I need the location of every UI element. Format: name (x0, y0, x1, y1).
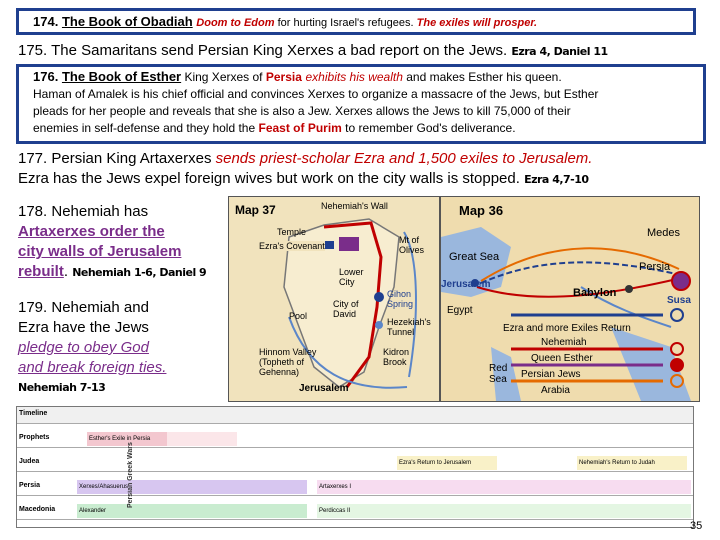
item-178-l4: rebuilt (18, 263, 64, 280)
map-36-ezra: Ezra and more Exiles Return (503, 323, 631, 334)
susa-marker (672, 272, 690, 290)
item-176-line4 (33, 121, 516, 135)
timeline-row-label: Judea (19, 458, 40, 465)
timeline-cell: Esther's Exile in Persia (87, 432, 167, 446)
map-37-hinnom: Hinnom Valley (Topheth of Gehenna) (259, 347, 317, 377)
timeline-cell: Ezra's Return to Jerusalem (397, 456, 497, 470)
covenant-marker (325, 241, 334, 249)
map-37-hezekiah: Hezekiah's Tunnel (387, 317, 431, 337)
timeline-vertical-label: Persian Greek Wars (127, 442, 134, 508)
item-174-mid: for hurting Israel's refugees. (274, 17, 417, 29)
item-179-l3: pledge to obey God (18, 339, 149, 356)
map-37-covenant: Ezra's Covenant (259, 241, 325, 251)
map-36-jerusalem: Jerusalem (441, 279, 491, 290)
item-178 (18, 202, 228, 283)
timeline-row-label: Timeline (19, 410, 48, 417)
timeline-cell: Perdiccas II (317, 504, 691, 518)
map-37-jerusalem: Jerusalem (299, 383, 349, 394)
item-178-l2: Artaxerxes order the (18, 223, 165, 240)
item-176-num: 176. (33, 69, 59, 84)
item-174-box (16, 8, 696, 35)
map-36-egypt: Egypt (447, 305, 473, 316)
item-174-doom: Doom to Edom (196, 17, 275, 29)
item-177-pre: 177. Persian King Artaxerxes (18, 150, 216, 167)
map-36-nehemiah: Nehemiah (541, 337, 587, 348)
map-36-susa: Susa (667, 295, 691, 306)
babylon-marker (625, 285, 633, 293)
item-176-line3: pleads for her people and reveals that she is also a Jew. Xerxes allows the Jews to kill 75,000 of their (33, 104, 571, 118)
item-179-l4: and break foreign ties. (18, 359, 167, 376)
item-177-line2-wrap (18, 170, 589, 187)
item-174-prosper: The exiles will prosper. (416, 17, 538, 29)
map-37-temple: Temple (277, 227, 307, 237)
map-37-olives: Mt of Olives (399, 235, 425, 255)
timeline-table (16, 406, 694, 528)
map-37 (228, 196, 440, 402)
item-176-line2: Haman of Amalek is his chief official and convinces Xerxes to organize a massacre of the Jews, but Esther (33, 87, 599, 101)
item-175-ref: Ezra 4, Daniel 11 (511, 45, 608, 58)
map-36-redsea: Red Sea (489, 363, 508, 385)
timeline-cell: Xerxes/Ahasuerus (77, 480, 307, 494)
timeline-cell: Artaxerxes I (317, 480, 691, 494)
item-178-line1: 178. Nehemiah has (18, 203, 149, 220)
temple-marker (339, 237, 359, 251)
item-178-l3: city walls of Jerusalem (18, 243, 182, 260)
item-176-line4a: enemies in self-defense and they hold the (33, 121, 259, 135)
timeline-row-label: Persia (19, 482, 41, 489)
item-176-book: The Book of Esther (61, 69, 182, 84)
item-176-wealth: exhibits his wealth (305, 70, 403, 84)
map-37-pool: Pool (289, 311, 308, 321)
timeline-row-macedonia (17, 503, 693, 520)
timeline-cell-fill (167, 432, 237, 446)
map-36-esther: Queen Esther (531, 353, 593, 364)
map-37-cityofdavid: City of David (333, 299, 359, 319)
timeline-cell: Nehemiah's Return to Judah (577, 456, 687, 470)
item-176-persia: Persia (265, 70, 302, 84)
page-number: 35 (690, 520, 703, 532)
item-174-book: The Book of Obadiah (61, 14, 193, 29)
timeline-row-persia (17, 479, 693, 496)
item-176-purim: Feast of Purim (258, 121, 342, 135)
timeline-row-judea (17, 455, 693, 472)
timeline-row-label: Prophets (19, 434, 50, 441)
item-177-sends: sends priest-scholar Ezra and 1,500 exiles to Jerusalem. (215, 150, 593, 167)
item-174-text (33, 14, 537, 29)
item-178-ref: Nehemiah 1-6, Daniel 9 (72, 266, 207, 279)
item-175 (18, 42, 608, 59)
timeline-row-timeline (17, 407, 693, 424)
map-37-title: Map 37 (235, 203, 276, 217)
item-179-line1: 179. Nehemiah and (18, 299, 149, 316)
map-36-greatsea: Great Sea (449, 251, 500, 263)
map-37-wall: Nehemiah's Wall (321, 201, 388, 211)
map-36 (440, 196, 700, 402)
map-37-lowercity: Lower City (339, 267, 364, 287)
map-36-babylon: Babylon (573, 287, 617, 299)
item-176-line4b: to remember God's deliverance. (341, 121, 516, 135)
gihon-marker (374, 292, 384, 302)
item-178-dot: . (63, 263, 69, 280)
item-176-box (16, 64, 706, 144)
item-175-text: 175. The Samaritans send Persian King Xerxes a bad report on the Jews. (18, 42, 508, 59)
map-37-gihon: Gihon Spring (387, 289, 414, 309)
timeline-row-label: Macedonia (19, 506, 56, 513)
item-177-ref: Ezra 4,7-10 (524, 173, 589, 186)
map-36-title: Map 36 (459, 203, 504, 218)
map-36-medes: Medes (647, 227, 681, 239)
item-176-post: and makes Esther his queen. (402, 70, 562, 84)
map-37-kidron: Kidron Brook (383, 347, 410, 367)
item-177-line2: Ezra has the Jews expel foreign wives but work on the city walls is stopped. (18, 170, 520, 187)
item-176-line1 (33, 69, 562, 84)
item-176-pre: King Xerxes of (181, 70, 266, 84)
map-36-persia: Persia (639, 261, 671, 273)
item-179 (18, 298, 228, 398)
timeline-row-prophets (17, 431, 693, 448)
item-179-ref: Nehemiah 7-13 (18, 381, 106, 394)
item-174-num: 174. (33, 14, 59, 29)
map-36-persianjews: Persian Jews (521, 369, 581, 380)
timeline-cell: Alexander (77, 504, 307, 518)
item-179-line2: Ezra have the Jews (18, 319, 149, 336)
item-177-line1 (18, 150, 592, 167)
map-36-arabia: Arabia (541, 385, 570, 396)
